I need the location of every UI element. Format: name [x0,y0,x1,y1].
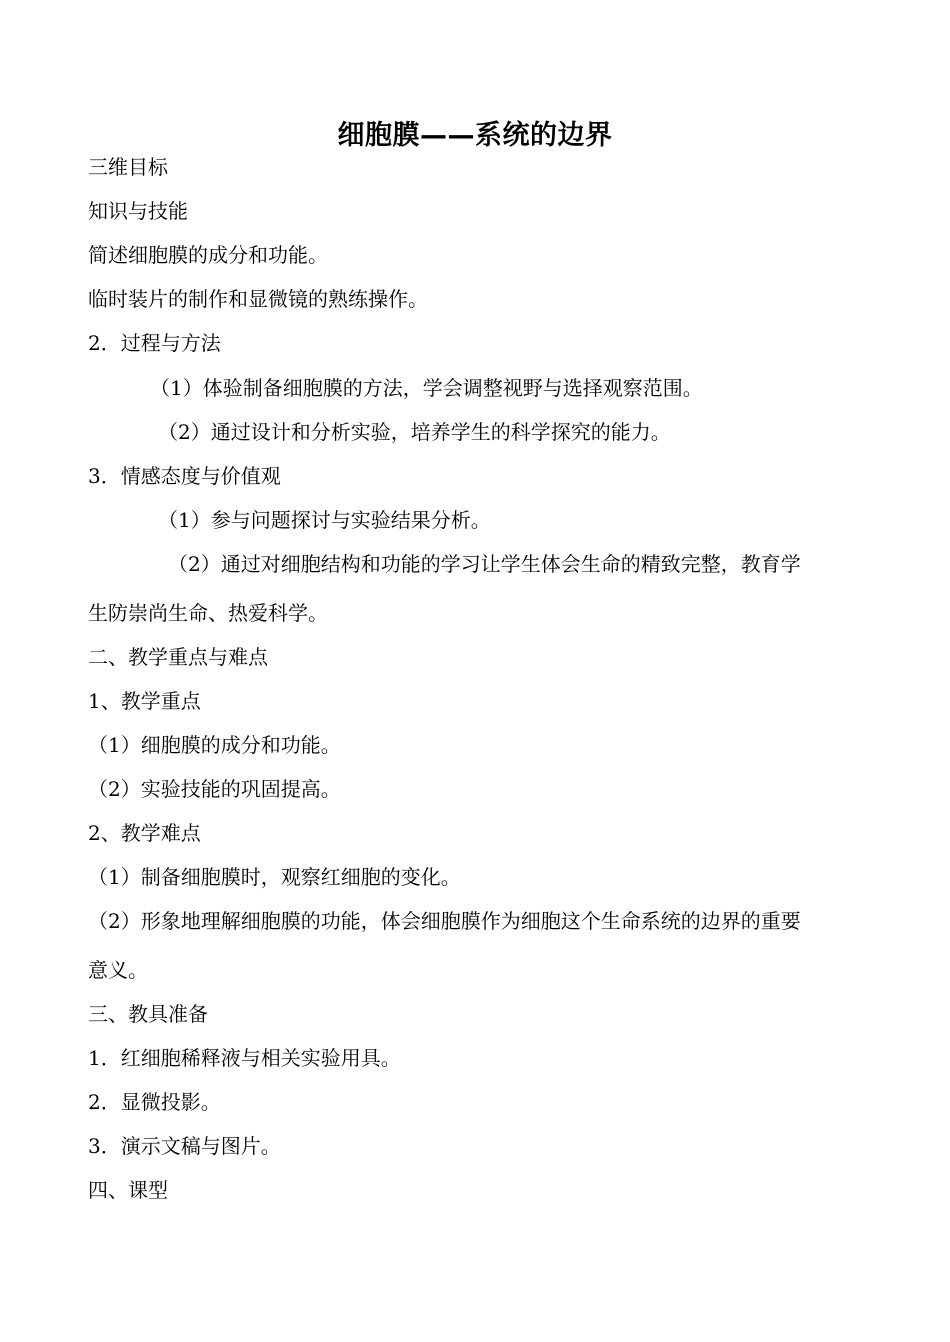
list-item: （1）体验制备细胞膜的方法，学会调整视野与选择观察范围。 [150,376,703,400]
list-item: 1．红细胞稀释液与相关实验用具。 [88,1046,401,1070]
subheading-attitude-values: 3．情感态度与价值观 [88,464,281,488]
paragraph-line: 临时装片的制作和显微镜的熟练操作。 [88,287,428,311]
subheading-knowledge-skills: 知识与技能 [88,199,188,223]
document-title: 细胞膜——系统的边界 [337,120,613,151]
list-item: （2）通过设计和分析实验，培养学生的科学探究的能力。 [158,420,671,444]
list-item: （2）形象地理解细胞膜的功能，体会细胞膜作为细胞这个生命系统的边界的重要 [88,909,801,933]
list-item: （1）细胞膜的成分和功能。 [88,733,341,757]
section-heading-goals: 三维目标 [88,155,168,179]
list-item: （2）实验技能的巩固提高。 [88,777,341,801]
section-heading-lesson-type: 四、课型 [88,1178,168,1202]
list-item: 2．显微投影。 [88,1090,221,1114]
list-item: （1）制备细胞膜时，观察红细胞的变化。 [88,865,461,889]
subheading-key-points: 1、教学重点 [88,689,201,713]
list-item: （2）通过对细胞结构和功能的学习让学生体会生命的精致完整，教育学 [168,552,801,576]
subheading-difficulties: 2、教学难点 [88,821,201,845]
list-item: 3．演示文稿与图片。 [88,1134,281,1158]
paragraph-line: 生防崇尚生命、热爱科学。 [88,601,328,625]
list-item: （1）参与问题探讨与实验结果分析。 [158,508,491,532]
paragraph-line: 简述细胞膜的成分和功能。 [88,243,328,267]
paragraph-line: 意义。 [88,958,148,982]
section-heading-materials: 三、教具准备 [88,1002,208,1026]
subheading-process-method: 2．过程与方法 [88,331,221,355]
section-heading-key-points: 二、教学重点与难点 [88,645,268,669]
